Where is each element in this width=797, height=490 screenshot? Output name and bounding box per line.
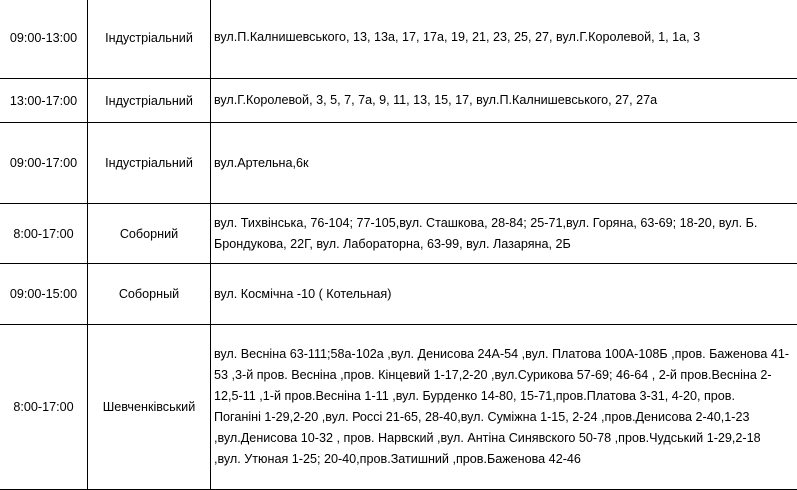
district-cell: Індустріальний (88, 0, 211, 79)
time-cell: 8:00-17:00 (0, 204, 88, 264)
time-cell: 8:00-17:00 (0, 325, 88, 490)
table-row (0, 79, 797, 123)
table-row (0, 0, 797, 79)
streets-cell: вул. Космічна -10 ( Котельная) (211, 264, 797, 325)
streets-cell: вул. Тихвінська, 76-104; 77-105,вул. Сташкова, 28-84; 25-71,вул. Горяна, 63-69; 18-20, вул. Б. Брондукова, 22Г, вул. Лабораторна, 63-99, вул. Лазаряна, 2Б (211, 204, 797, 264)
time-cell: 09:00-13:00 (0, 0, 88, 79)
district-cell: Індустріальний (88, 79, 211, 123)
table-row (0, 264, 797, 325)
district-cell: Соборний (88, 204, 211, 264)
time-cell: 09:00-17:00 (0, 123, 88, 204)
district-cell: Соборный (88, 264, 211, 325)
table-row (0, 123, 797, 204)
time-cell: 09:00-15:00 (0, 264, 88, 325)
streets-cell: вул. Весніна 63-111;58а-102а ,вул. Денисова 24А-54 ,вул. Платова 100А-108Б ,пров. Баженова 41- 53 ,3-й пров. Весніна ,пров. Кінцевий 1-17,2-20 ,вул.Сурикова 57-69; 46-64 , 2-й пров.Весніна 2- 12,5-11 ,1-й пров.Весніна 1-11 ,вул. Бурденко 14-80, 15-71,пров.Платова 3-31, 4-20, пров. Поганіні 1-29,2-20 ,вул. Россі 21-65, 28-40,вул. Суміжна 1-15, 2-24 ,пров.Денисова 2-40,1-23 ,вул.Денисова 10-32 , пров. Нарвский ,вул. Антіна Синявского 50-78 ,пров.Чудський 1-29,2-18 ,вул. Утюная 1-25; 20-40,пров.Затишний ,пров.Баженова 42-46 (211, 325, 797, 490)
streets-cell: вул.П.Калнишевського, 13, 13а, 17, 17а, 19, 21, 23, 25, 27, вул.Г.Королевой, 1, 1а, 3 (211, 0, 797, 79)
streets-cell: вул.Г.Королевой, 3, 5, 7, 7а, 9, 11, 13, 15, 17, вул.П.Калнишевського, 27, 27а (211, 79, 797, 123)
streets-cell: вул.Артельна,6к (211, 123, 797, 204)
district-cell: Індустріальний (88, 123, 211, 204)
table-row (0, 204, 797, 264)
time-cell: 13:00-17:00 (0, 79, 88, 123)
table-row (0, 325, 797, 490)
district-cell: Шевченківський (88, 325, 211, 490)
